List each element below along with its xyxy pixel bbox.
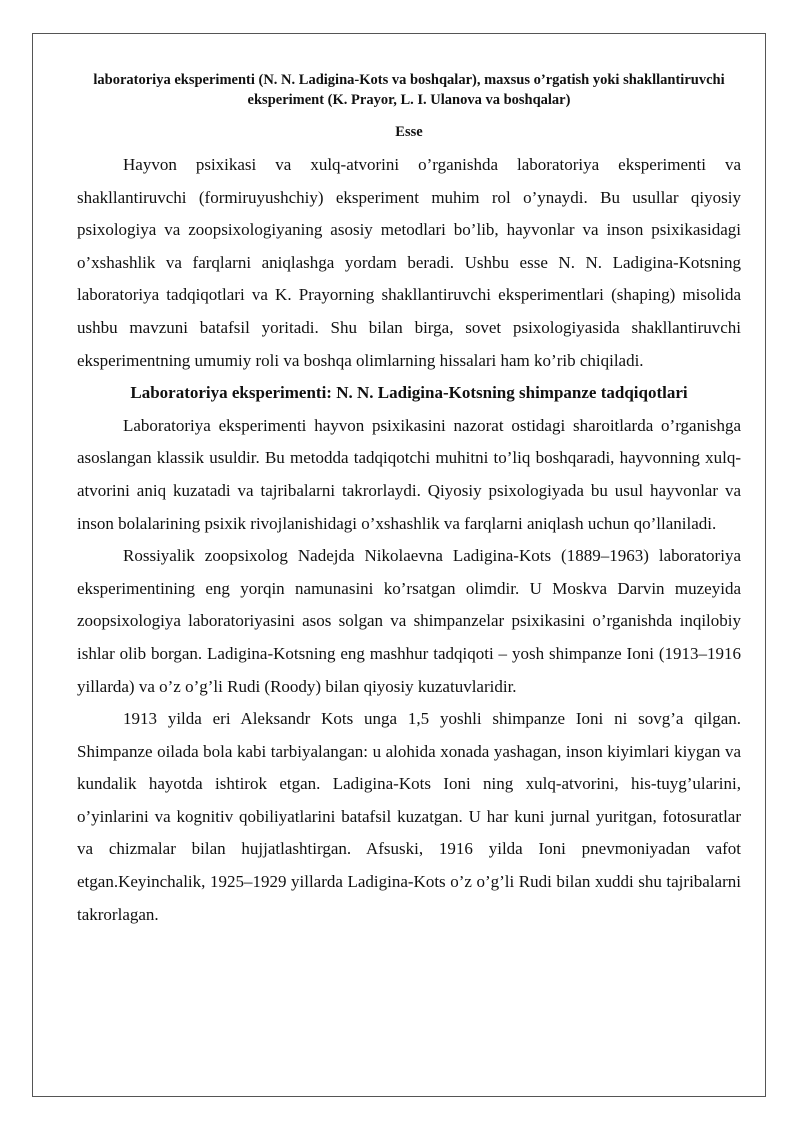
section-paragraph-1: Laboratoriya eksperimenti hayvon psixikasini nazorat ostidagi sharoitlarda o’rganishga asoslangan klassik usuldir. Bu metodda tadqiqotchi muhitni to’liq boshqaradi, hayvonning xulq-atvorini aniq kuzatadi va tajribalarni takrorlaydi. Qiyosiy psixologiyada bu usul hayvonlar va inson bolalarining psixik rivojlanishidagi o’xshashlik va farqlarni aniqlash uchun qo’llaniladi. bbox=[77, 415, 741, 533]
document-subtitle: Esse bbox=[395, 124, 423, 140]
intro-paragraph: Hayvon psixikasi va xulq-atvorini o’rganishda laboratoriya eksperimenti va shakllantiruvchi (formiruyushchiy) eksperiment muhim rol o’ynaydi. Bu usullar qiyosiy psixologiya va zoopsixologiyaning asosiy metodlari bo’lib, hayvonlar va inson psixikasidagi o’xshashlik va farqlarni aniqlashga yordam beradi. Ushbu esse N. N. Ladigina-Kotsning laboratoriya tadqiqotlari va K. Prayorning shakllantiruvchi eksperimentlari (shaping) misolida ushbu mavzuni batafsil yoritadi. Shu bilan birga, sovet psixologiyasida shakllantiruvchi eksperimentning umumiy roli va boshqa olimlarning hissalari ham ko’rib chiqiladi. bbox=[77, 155, 741, 370]
section-paragraph-3: 1913 yilda eri Aleksandr Kots unga 1,5 yoshli shimpanze Ioni ni sovg’a qilgan. Shimpanze oilada bola kabi tarbiyalangan: u alohida xonada yashagan, inson kiyimlari kiygan va kundalik hayotda ishtirok etgan. Ladigina-Kots Ioni ning xulq-atvorini, his-tuyg’ularini, o’yinlarini va kognitiv qobiliyatlarini batafsil kuzatgan. U har kuni jurnal yuritgan, fotosuratlar va chizmalar bilan hujjatlashtirgan. Afsuski, 1916 yilda Ioni pnevmoniyadan vafot etgan.Keyinchalik, 1925–1929 yillarda Ladigina-Kots o’z o’g’li Rudi bilan xuddi shu tajribalarni takrorlagan. bbox=[77, 709, 741, 924]
document-body bbox=[77, 70, 741, 931]
section-heading: Laboratoriya eksperimenti: N. N. Ladigina-Kotsning shimpanze tadqiqotlari bbox=[130, 383, 688, 403]
section-paragraph-2: Rossiyalik zoopsixolog Nadejda Nikolaevna Ladigina-Kots (1889–1963) laboratoriya eksperimentining eng yorqin namunasini ko’rsatgan olimdir. U Moskva Darvin muzeyida zoopsixologiya laboratoriyasini asos solgan va shimpanzelar psixikasini o’rganishda inqilobiy ishlar olib borgan. Ladigina-Kotsning eng mashhur tadqiqoti – yosh shimpanze Ioni (1913–1916 yillarda) va o’z o’g’li Rudi (Roody) bilan qiyosiy kuzatuvlaridir. bbox=[77, 546, 741, 696]
document-title: laboratoriya eksperimenti (N. N. Ladigina-Kots va boshqalar), maxsus o’rgatish yoki shakllantiruvchi eksperiment (K. Prayor, L. I. Ulanova va boshqalar) bbox=[93, 72, 725, 108]
